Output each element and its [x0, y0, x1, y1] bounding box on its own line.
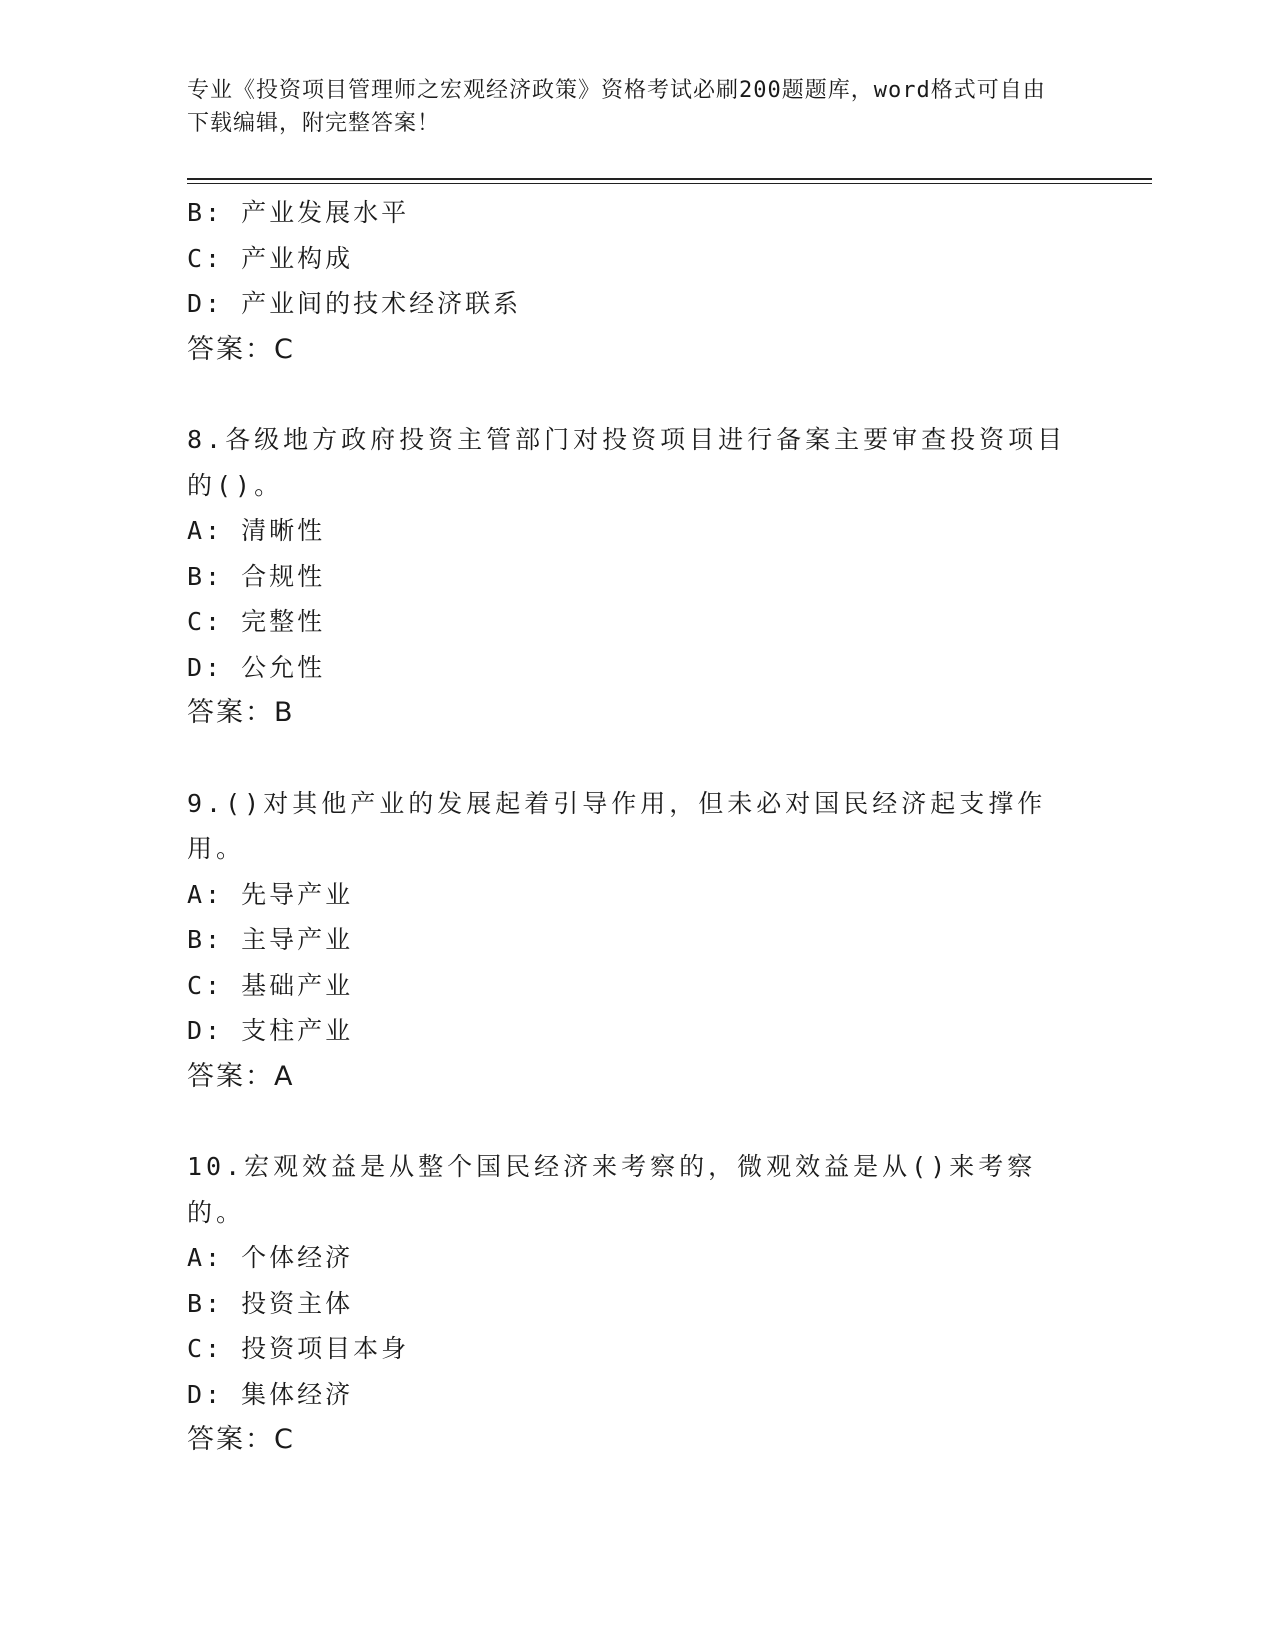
spacer: [187, 736, 1087, 781]
answer: 答案：B: [187, 697, 295, 728]
option-d: D: 集体经济: [187, 1379, 354, 1409]
option-b: B: 产业发展水平: [187, 198, 410, 227]
option-d: D: 公允性: [187, 652, 326, 682]
document-header: 专业《投资项目管理师之宏观经济政策》资格考试必刷200题题库，word格式可自由下载编辑，附完整答案！: [187, 78, 1046, 136]
option-b: B: 投资主体: [187, 1288, 354, 1318]
question-10: [187, 1144, 1087, 1463]
option-d: D: 产业间的技术经济联系: [187, 289, 522, 318]
question-9: [187, 781, 1087, 1100]
spacer: [187, 372, 1087, 417]
question-7-tail: [187, 190, 1087, 372]
option-a: A: 清晰性: [187, 516, 326, 545]
answer: 答案：A: [187, 1060, 295, 1092]
option-c: C: 基础产业: [187, 970, 354, 1000]
option-b: B: 合规性: [187, 561, 326, 591]
spacer: [187, 1099, 1087, 1144]
question-list: [187, 190, 1087, 1463]
question-text: 8.各级地方政府投资主管部门对投资项目进行备案主要审查投资项目的()。: [187, 425, 1067, 500]
option-c: C: 完整性: [187, 607, 326, 636]
answer: 答案：C: [187, 333, 295, 365]
answer: 答案：C: [187, 1424, 295, 1455]
question-text: 10.宏观效益是从整个国民经济来考察的，微观效益是从()来考察的。: [187, 1152, 1037, 1227]
option-b: B: 主导产业: [187, 925, 354, 954]
question-text: 9.()对其他产业的发展起着引导作用，但未必对国民经济起支撑作用。: [187, 788, 1047, 863]
option-a: A: 个体经济: [187, 1243, 354, 1272]
option-c: C: 产业构成: [187, 243, 354, 273]
question-8: [187, 417, 1087, 736]
option-c: C: 投资项目本身: [187, 1334, 410, 1363]
header-divider-thin: [187, 183, 1152, 184]
header-divider: [187, 178, 1152, 180]
option-a: A: 先导产业: [187, 879, 354, 909]
option-d: D: 支柱产业: [187, 1016, 354, 1045]
